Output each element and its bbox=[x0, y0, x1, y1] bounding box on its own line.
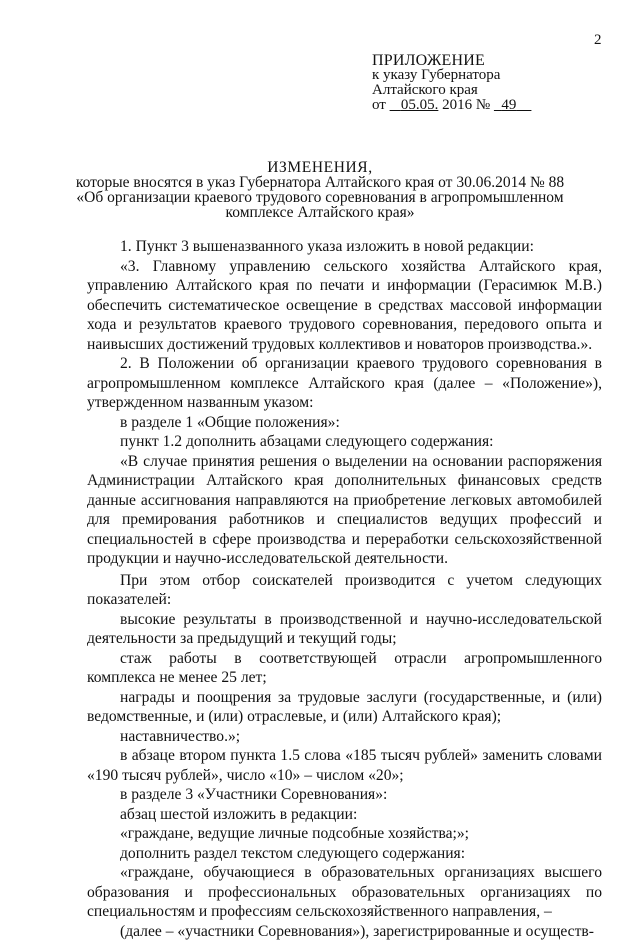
paragraph: При этом отбор соискателей производится с учетом следующих показателей: bbox=[87, 571, 602, 610]
paragraph: в разделе 3 «Участники Соревнования»: bbox=[87, 785, 602, 805]
paragraph: в абзаце втором пункта 1.5 слова «185 тысяч рублей» заменить словами «190 тысяч рублей», число «10» – числом «20»; bbox=[87, 746, 602, 785]
paragraph: дополнить раздел текстом следующего содержания: bbox=[87, 844, 602, 864]
title-line-1: которые вносятся в указ Губернатора Алтайского края от 30.06.2014 № 88 bbox=[60, 175, 580, 190]
paragraph: награды и поощрения за трудовые заслуги (государственные, и (или) ведомственные, и (или) отраслевые, и (или) Алтайского края); bbox=[87, 688, 602, 727]
paragraph: 1. Пункт 3 вышеназванного указа изложить в новой редакции: bbox=[87, 237, 602, 257]
title-line-3: комплексе Алтайского края» bbox=[60, 205, 580, 220]
appendix-region-line: Алтайского края bbox=[372, 83, 531, 98]
appendix-decree-line: к указу Губернатора bbox=[372, 68, 531, 83]
paragraph: в разделе 1 «Общие положения»: bbox=[87, 413, 602, 433]
number-label: № bbox=[476, 97, 490, 113]
paragraph: наставничество.»; bbox=[87, 727, 602, 747]
decree-number: 49 bbox=[494, 97, 532, 113]
paragraph: «3. Главному управлению сельского хозяйства Алтайского края, управлению Алтайского края по печати и информации (Герасимюк М.В.) обеспечить систематическое освещение в средствах массовой информации хода и результатов краевого трудового соревнования, передового опыта и наивысших достижений трудовых коллективов и новаторов производства.». bbox=[87, 257, 602, 355]
paragraph: абзац шестой изложить в редакции: bbox=[87, 805, 602, 825]
appendix-block bbox=[372, 53, 531, 113]
paragraph: «В случае принятия решения о выделении на основании распоряжения Администрации Алтайского края дополнительных финансовых средств данные ассигнования направляются на приобретение легковых автомобилей для премирования работников и специалистов ведущих профессий и специальностей в сфере производства и переработки сельскохозяйственной продукции и научно-исследовательской деятельности. bbox=[87, 452, 602, 569]
from-label: от bbox=[372, 97, 386, 113]
paragraph: стаж работы в соответствующей отрасли агропромышленного комплекса не менее 25 лет; bbox=[87, 649, 602, 688]
document-title bbox=[60, 160, 580, 220]
decree-year: 2016 bbox=[442, 97, 472, 113]
paragraph: (далее – «участники Соревнования»), зарегистрированные и осуществ- bbox=[87, 922, 602, 941]
title-heading: ИЗМЕНЕНИЯ, bbox=[60, 160, 580, 175]
paragraph: «граждане, обучающиеся в образовательных организациях высшего образования и профессиональных образовательных организациях по специальностям и профессиям сельскохозяйственного направления, – bbox=[87, 863, 602, 922]
paragraph: «граждане, ведущие личные подсобные хозяйства;»; bbox=[87, 824, 602, 844]
document-body bbox=[87, 237, 602, 941]
appendix-date-line bbox=[372, 98, 531, 113]
appendix-heading: ПРИЛОЖЕНИЕ bbox=[372, 53, 531, 68]
decree-date: 05.05. bbox=[390, 97, 439, 113]
paragraph: пункт 1.2 дополнить абзацами следующего содержания: bbox=[87, 432, 602, 452]
title-line-2: «Об организации краевого трудового соревнования в агропромышленном bbox=[60, 190, 580, 205]
paragraph: высокие результаты в производственной и научно-исследовательской деятельности за предыдущий и текущий годы; bbox=[87, 610, 602, 649]
page-number: 2 bbox=[594, 32, 602, 49]
paragraph: 2. В Положении об организации краевого трудового соревнования в агропромышленном комплексе Алтайского края (далее – «Положение»), утвержденном названным указом: bbox=[87, 354, 602, 413]
